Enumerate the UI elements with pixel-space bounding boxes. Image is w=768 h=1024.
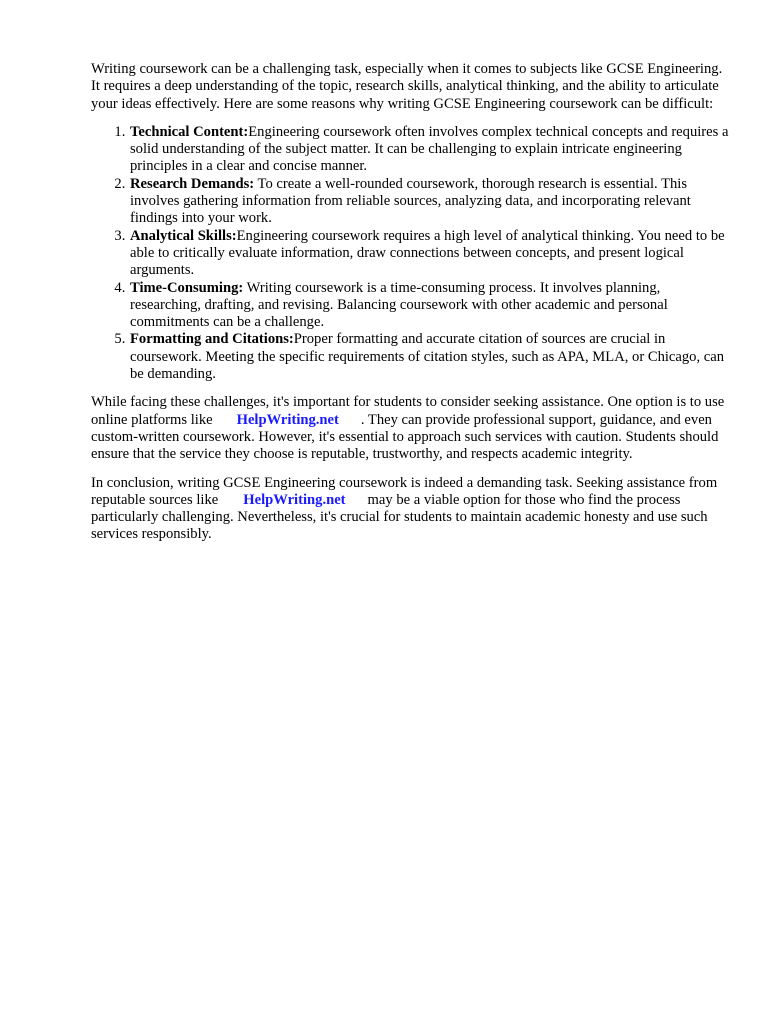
document-page	[91, 61, 731, 544]
reason-term: Analytical Skills:	[130, 227, 237, 244]
assistance-paragraph	[91, 394, 731, 463]
list-item	[129, 228, 731, 280]
reason-term: Technical Content:	[130, 123, 249, 140]
conclusion-text-before: In conclusion, writing GCSE Engineering coursework is indeed a demanding task. Seeking assistance from reputable sources like	[91, 474, 718, 508]
conclusion-text-after: may be a viable option for those who find the process particularly challenging. Nevertheless, it's crucial for students to maintain academic honesty and use such services responsibly.	[91, 491, 708, 543]
assistance-text-after: . They can provide professional support, guidance, and even custom-written coursework. However, it's essential to approach such services with caution. Students should ensure that the service they choose is reputable, trustworthy, and respects academic integrity.	[91, 411, 719, 463]
helpwriting-link[interactable]: HelpWriting.net	[236, 411, 339, 428]
reason-text: Engineering coursework requires a high level of analytical thinking. You need to be able to critically evaluate information, draw connections between concepts, and present logical arguments.	[130, 227, 725, 279]
list-item	[129, 280, 731, 332]
reason-text: To create a well-rounded coursework, thorough research is essential. This involves gathering information from reliable sources, analyzing data, and incorporating relevant findings into your work.	[130, 175, 691, 227]
assistance-text-before: While facing these challenges, it's important for students to consider seeking assistance. One option is to use online platforms like	[91, 394, 725, 428]
reason-term: Formatting and Citations:	[130, 331, 294, 348]
reason-text: Proper formatting and accurate citation of sources are crucial in coursework. Meeting the specific requirements of citation styles, such as APA, MLA, or Chicago, can be demanding.	[130, 331, 725, 383]
list-item	[129, 176, 731, 228]
conclusion-paragraph	[91, 475, 731, 544]
reason-term: Research Demands:	[130, 175, 255, 192]
reason-term: Time-Consuming:	[130, 279, 244, 296]
intro-paragraph: Writing coursework can be a challenging task, especially when it comes to subjects like GCSE Engineering. It requires a deep understanding of the topic, research skills, analytical thinking, and the ability to articulate your ideas effectively. Here are some reasons why writing GCSE Engineering coursework can be difficult:	[91, 61, 723, 112]
helpwriting-link[interactable]: HelpWriting.net	[243, 491, 346, 508]
reason-text: Writing coursework is a time-consuming process. It involves planning, researching, drafting, and revising. Balancing coursework with other academic and personal commitments can be a challenge.	[130, 279, 668, 331]
list-item	[129, 124, 731, 176]
list-item	[129, 331, 731, 383]
reasons-list	[91, 124, 731, 383]
reason-text: Engineering coursework often involves complex technical concepts and requires a solid understanding of the subject matter. It can be challenging to explain intricate engineering principles in a clear and concise manner.	[130, 123, 729, 175]
